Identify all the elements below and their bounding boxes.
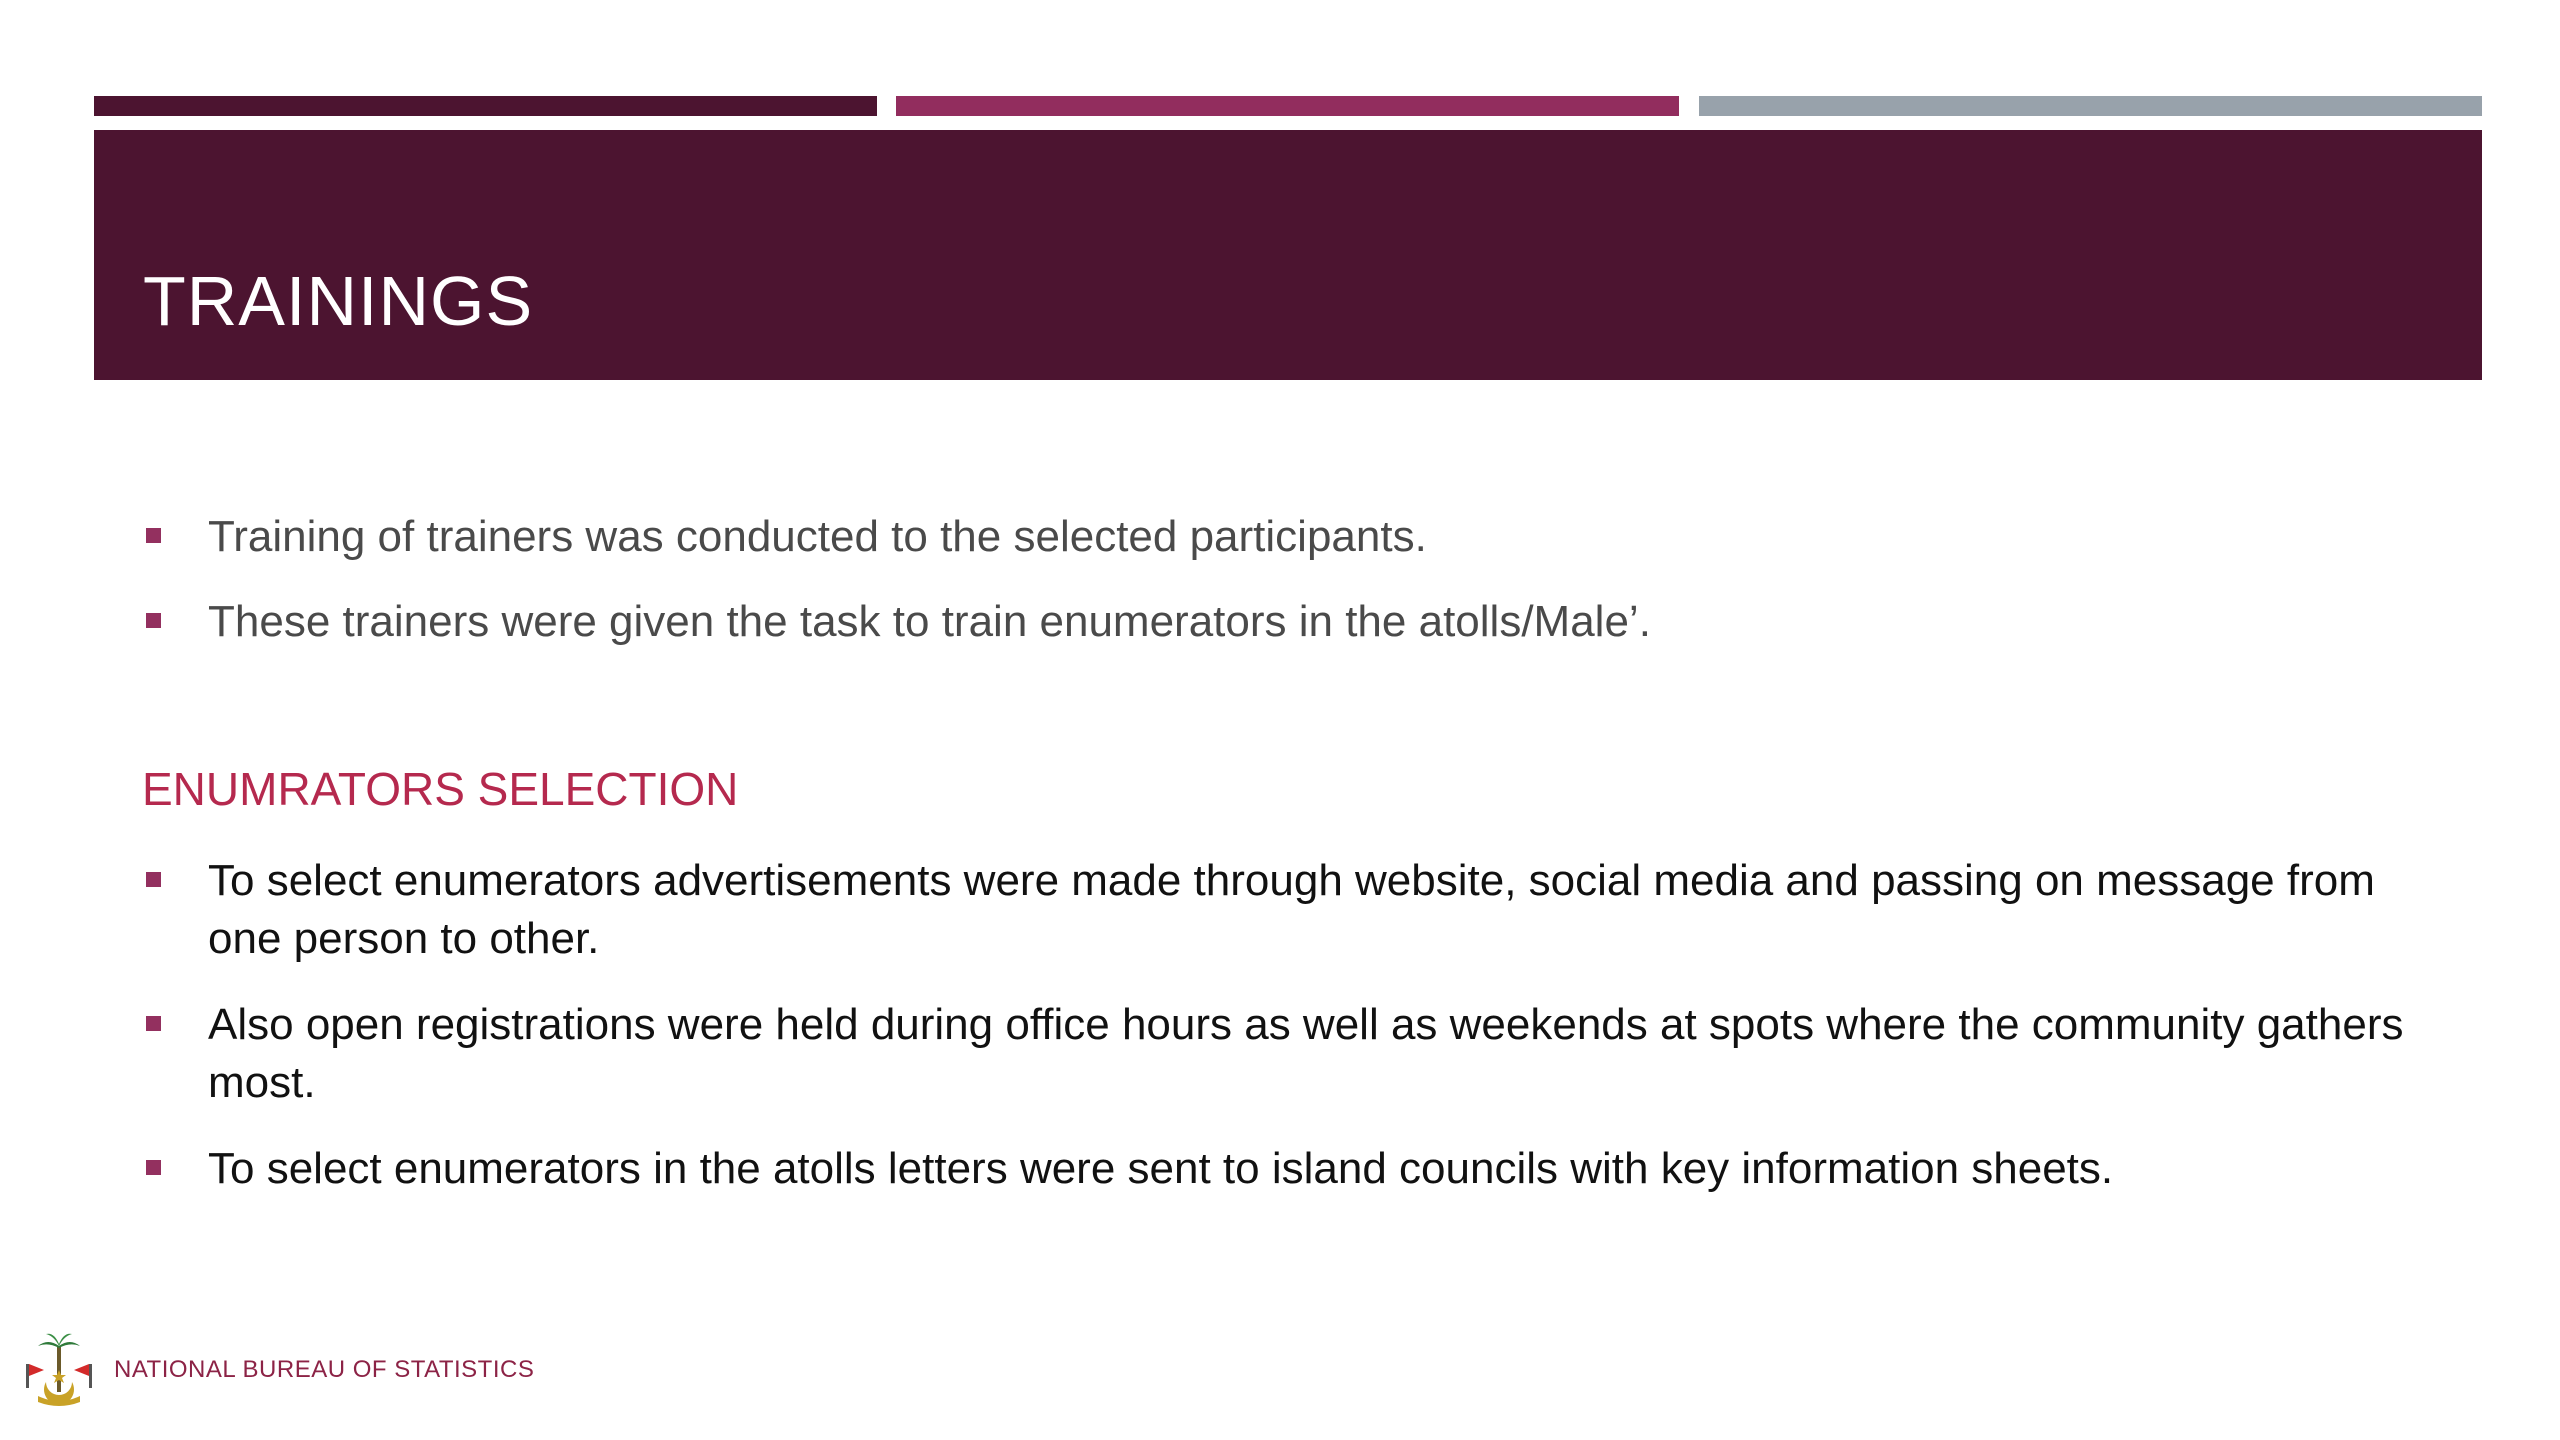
list-item bbox=[146, 1140, 2416, 1198]
intro-bullet-list bbox=[146, 508, 2416, 678]
footer bbox=[24, 1330, 534, 1410]
square-bullet-icon bbox=[146, 1160, 161, 1175]
square-bullet-icon bbox=[146, 613, 161, 628]
list-item bbox=[146, 852, 2416, 968]
slide-title: TRAININGS bbox=[143, 262, 534, 340]
bullet-text: To select enumerators advertisements were made through website, social media and passing on message from one person to other. bbox=[208, 856, 2375, 963]
top-accent-bar-magenta bbox=[896, 96, 1679, 116]
top-accent-bar-gray bbox=[1699, 96, 2482, 116]
footer-org-name: NATIONAL BUREAU OF STATISTICS bbox=[114, 1356, 535, 1383]
list-item bbox=[146, 593, 2416, 651]
bullet-text: To select enumerators in the atolls letters were sent to island councils with key information sheets. bbox=[208, 1144, 2114, 1193]
square-bullet-icon bbox=[146, 872, 161, 887]
bullet-text: These trainers were given the task to train enumerators in the atolls/Male’. bbox=[208, 597, 1651, 646]
list-item bbox=[146, 508, 2416, 566]
national-emblem-icon bbox=[24, 1330, 94, 1410]
bullet-text: Also open registrations were held during office hours as well as weekends at spots where the community gathers most. bbox=[208, 1000, 2404, 1107]
section-heading: ENUMRATORS SELECTION bbox=[142, 763, 739, 815]
title-band bbox=[94, 130, 2482, 380]
selection-bullet-list bbox=[146, 852, 2416, 1226]
list-item bbox=[146, 996, 2416, 1112]
square-bullet-icon bbox=[146, 528, 161, 543]
bullet-text: Training of trainers was conducted to the selected participants. bbox=[208, 512, 1427, 561]
square-bullet-icon bbox=[146, 1016, 161, 1031]
top-accent-bar-dark bbox=[94, 96, 877, 116]
